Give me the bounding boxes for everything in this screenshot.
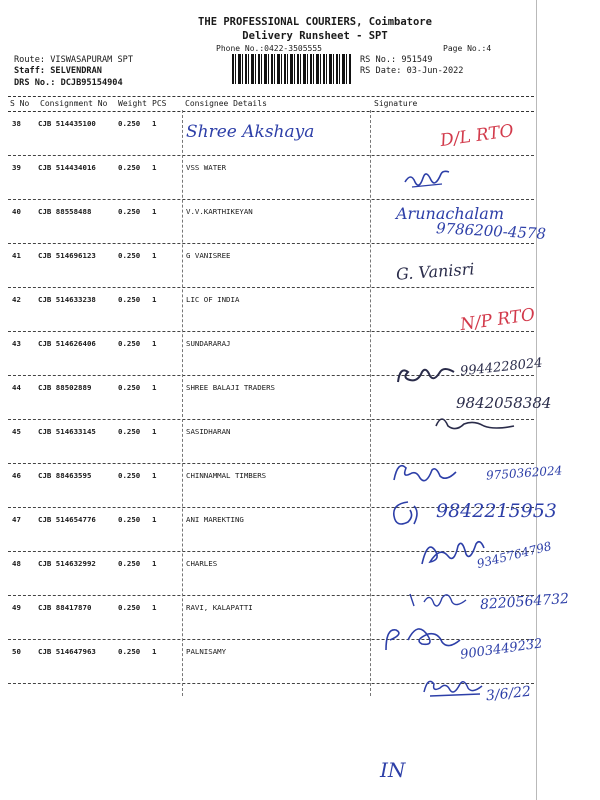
barcode bbox=[232, 54, 352, 84]
row-consignment: CJB 514626406 bbox=[38, 339, 96, 348]
row-weight: 0.250 bbox=[118, 163, 141, 172]
row-sno: 43 bbox=[12, 339, 21, 348]
row-consignee: LIC OF INDIA bbox=[186, 295, 240, 304]
row-weight: 0.250 bbox=[118, 559, 141, 568]
company-title: THE PROFESSIONAL COURIERS, Coimbatore bbox=[198, 16, 432, 28]
phone-46: 9842215953 bbox=[436, 500, 557, 522]
row-weight: 0.250 bbox=[118, 383, 141, 392]
row-consignee: PALNISAMY bbox=[186, 647, 227, 656]
row-pcs: 1 bbox=[152, 471, 157, 480]
row-consignment: CJB 514434016 bbox=[38, 163, 96, 172]
row-consignee: V.V.KARTHIKEYAN bbox=[186, 207, 253, 216]
col-consignee: Consignee Details bbox=[185, 99, 267, 108]
row-pcs: 1 bbox=[152, 339, 157, 348]
row-consignment: CJB 514633145 bbox=[38, 427, 96, 436]
delivery-status-42: N/P RTO bbox=[458, 304, 537, 336]
row-consignee: SASIDHARAN bbox=[186, 427, 231, 436]
col-pcs: PCS bbox=[152, 99, 167, 108]
row-pcs: 1 bbox=[152, 383, 157, 392]
signature-46 bbox=[388, 496, 428, 530]
row-weight: 0.250 bbox=[118, 251, 141, 260]
row-pcs: 1 bbox=[152, 559, 157, 568]
phone-43: 9944228024 bbox=[459, 355, 544, 380]
row-weight: 0.250 bbox=[118, 603, 141, 612]
row-consignment: CJB 514632992 bbox=[38, 559, 96, 568]
row-pcs: 1 bbox=[152, 515, 157, 524]
row-sno: 38 bbox=[12, 119, 21, 128]
row-consignment: CJB 88502889 bbox=[38, 383, 92, 392]
row-consignment: CJB 514633238 bbox=[38, 295, 96, 304]
row-sno: 46 bbox=[12, 471, 21, 480]
row-consignment: CJB 514647963 bbox=[38, 647, 96, 656]
row-consignee: SHREE BALAJI TRADERS bbox=[186, 383, 275, 392]
route-label: Route: VISWASAPURAM SPT bbox=[14, 55, 133, 65]
table-row bbox=[8, 156, 534, 200]
row-weight: 0.250 bbox=[118, 295, 141, 304]
row-weight: 0.250 bbox=[118, 647, 141, 656]
date-50: 3/6/22 bbox=[485, 683, 532, 705]
signature-44 bbox=[430, 410, 520, 434]
col-weight: Weight bbox=[118, 99, 147, 108]
row-weight: 0.250 bbox=[118, 339, 141, 348]
phone-44: 9842058384 bbox=[456, 394, 552, 412]
signature-43 bbox=[394, 360, 460, 388]
signature-40: Arunachalam bbox=[396, 204, 504, 223]
bottom-handwritten-mark: IN bbox=[380, 758, 406, 782]
phone-48: 8220564732 bbox=[479, 590, 570, 614]
row-sno: 41 bbox=[12, 251, 21, 260]
rs-number: RS No.: 951549 bbox=[360, 55, 433, 65]
row-consignment: CJB 88417870 bbox=[38, 603, 92, 612]
col-consignment: Consignment No bbox=[40, 99, 108, 108]
signature-50 bbox=[420, 670, 490, 700]
signature-41: G. Vanisri bbox=[395, 259, 475, 284]
row-consignment: CJB 514435100 bbox=[38, 119, 96, 128]
row-pcs: 1 bbox=[152, 163, 157, 172]
rs-date: RS Date: 03-Jun-2022 bbox=[360, 66, 464, 76]
row-consignment: CJB 514654776 bbox=[38, 515, 96, 524]
row-sno: 40 bbox=[12, 207, 21, 216]
row-pcs: 1 bbox=[152, 295, 157, 304]
signature-48 bbox=[406, 588, 482, 610]
row-sno: 39 bbox=[12, 163, 21, 172]
delivery-status-38: D/L RTO bbox=[438, 120, 515, 152]
row-consignment: CJB 514696123 bbox=[38, 251, 96, 260]
phone-47: 9345764798 bbox=[475, 538, 553, 572]
table-row bbox=[8, 288, 534, 332]
table-header bbox=[8, 97, 534, 111]
page-number: Page No.:4 bbox=[443, 44, 492, 53]
drs-number: DRS No.: DCJB95154904 bbox=[14, 78, 123, 88]
row-sno: 44 bbox=[12, 383, 21, 392]
row-weight: 0.250 bbox=[118, 207, 141, 216]
row-consignee: RAVI, KALAPATTI bbox=[186, 603, 253, 612]
row-sno: 50 bbox=[12, 647, 21, 656]
handwritten-name-38: Shree Akshaya bbox=[186, 122, 315, 142]
row-consignee: ANI MAREKTING bbox=[186, 515, 244, 524]
row-pcs: 1 bbox=[152, 427, 157, 436]
row-consignee: G VANISREE bbox=[186, 251, 231, 260]
row-pcs: 1 bbox=[152, 119, 157, 128]
row-weight: 0.250 bbox=[118, 471, 141, 480]
row-weight: 0.250 bbox=[118, 427, 141, 436]
phone-40: 9786200-4578 bbox=[435, 219, 547, 243]
row-sno: 49 bbox=[12, 603, 21, 612]
col-signature: Signature bbox=[374, 99, 418, 108]
staff-label: Staff: SELVENDRAN bbox=[14, 66, 102, 76]
row-consignee: SUNDARARAJ bbox=[186, 339, 231, 348]
row-sno: 42 bbox=[12, 295, 21, 304]
phone-number: Phone No.:0422-3505555 bbox=[216, 44, 322, 53]
row-consignment: CJB 88463595 bbox=[38, 471, 92, 480]
row-sno: 47 bbox=[12, 515, 21, 524]
col-sno: S No bbox=[10, 99, 30, 108]
row-pcs: 1 bbox=[152, 603, 157, 612]
signature-39 bbox=[402, 168, 452, 192]
row-consignee: VSS WATER bbox=[186, 163, 227, 172]
row-pcs: 1 bbox=[152, 251, 157, 260]
row-consignee: CHINNAMMAL TIMBERS bbox=[186, 471, 267, 480]
row-weight: 0.250 bbox=[118, 119, 141, 128]
row-sno: 45 bbox=[12, 427, 21, 436]
signature-column-divider bbox=[370, 110, 371, 696]
consignee-column-divider bbox=[182, 110, 183, 696]
row-pcs: 1 bbox=[152, 647, 157, 656]
row-consignment: CJB 88558488 bbox=[38, 207, 92, 216]
row-sno: 48 bbox=[12, 559, 21, 568]
phone-45: 9750362024 bbox=[485, 463, 563, 483]
phone-49: 9003449232 bbox=[459, 636, 544, 663]
row-pcs: 1 bbox=[152, 207, 157, 216]
row-weight: 0.250 bbox=[118, 515, 141, 524]
signature-45 bbox=[390, 458, 470, 488]
runsheet-title: Delivery Runsheet - SPT bbox=[242, 30, 388, 42]
row-consignee: CHARLES bbox=[186, 559, 218, 568]
